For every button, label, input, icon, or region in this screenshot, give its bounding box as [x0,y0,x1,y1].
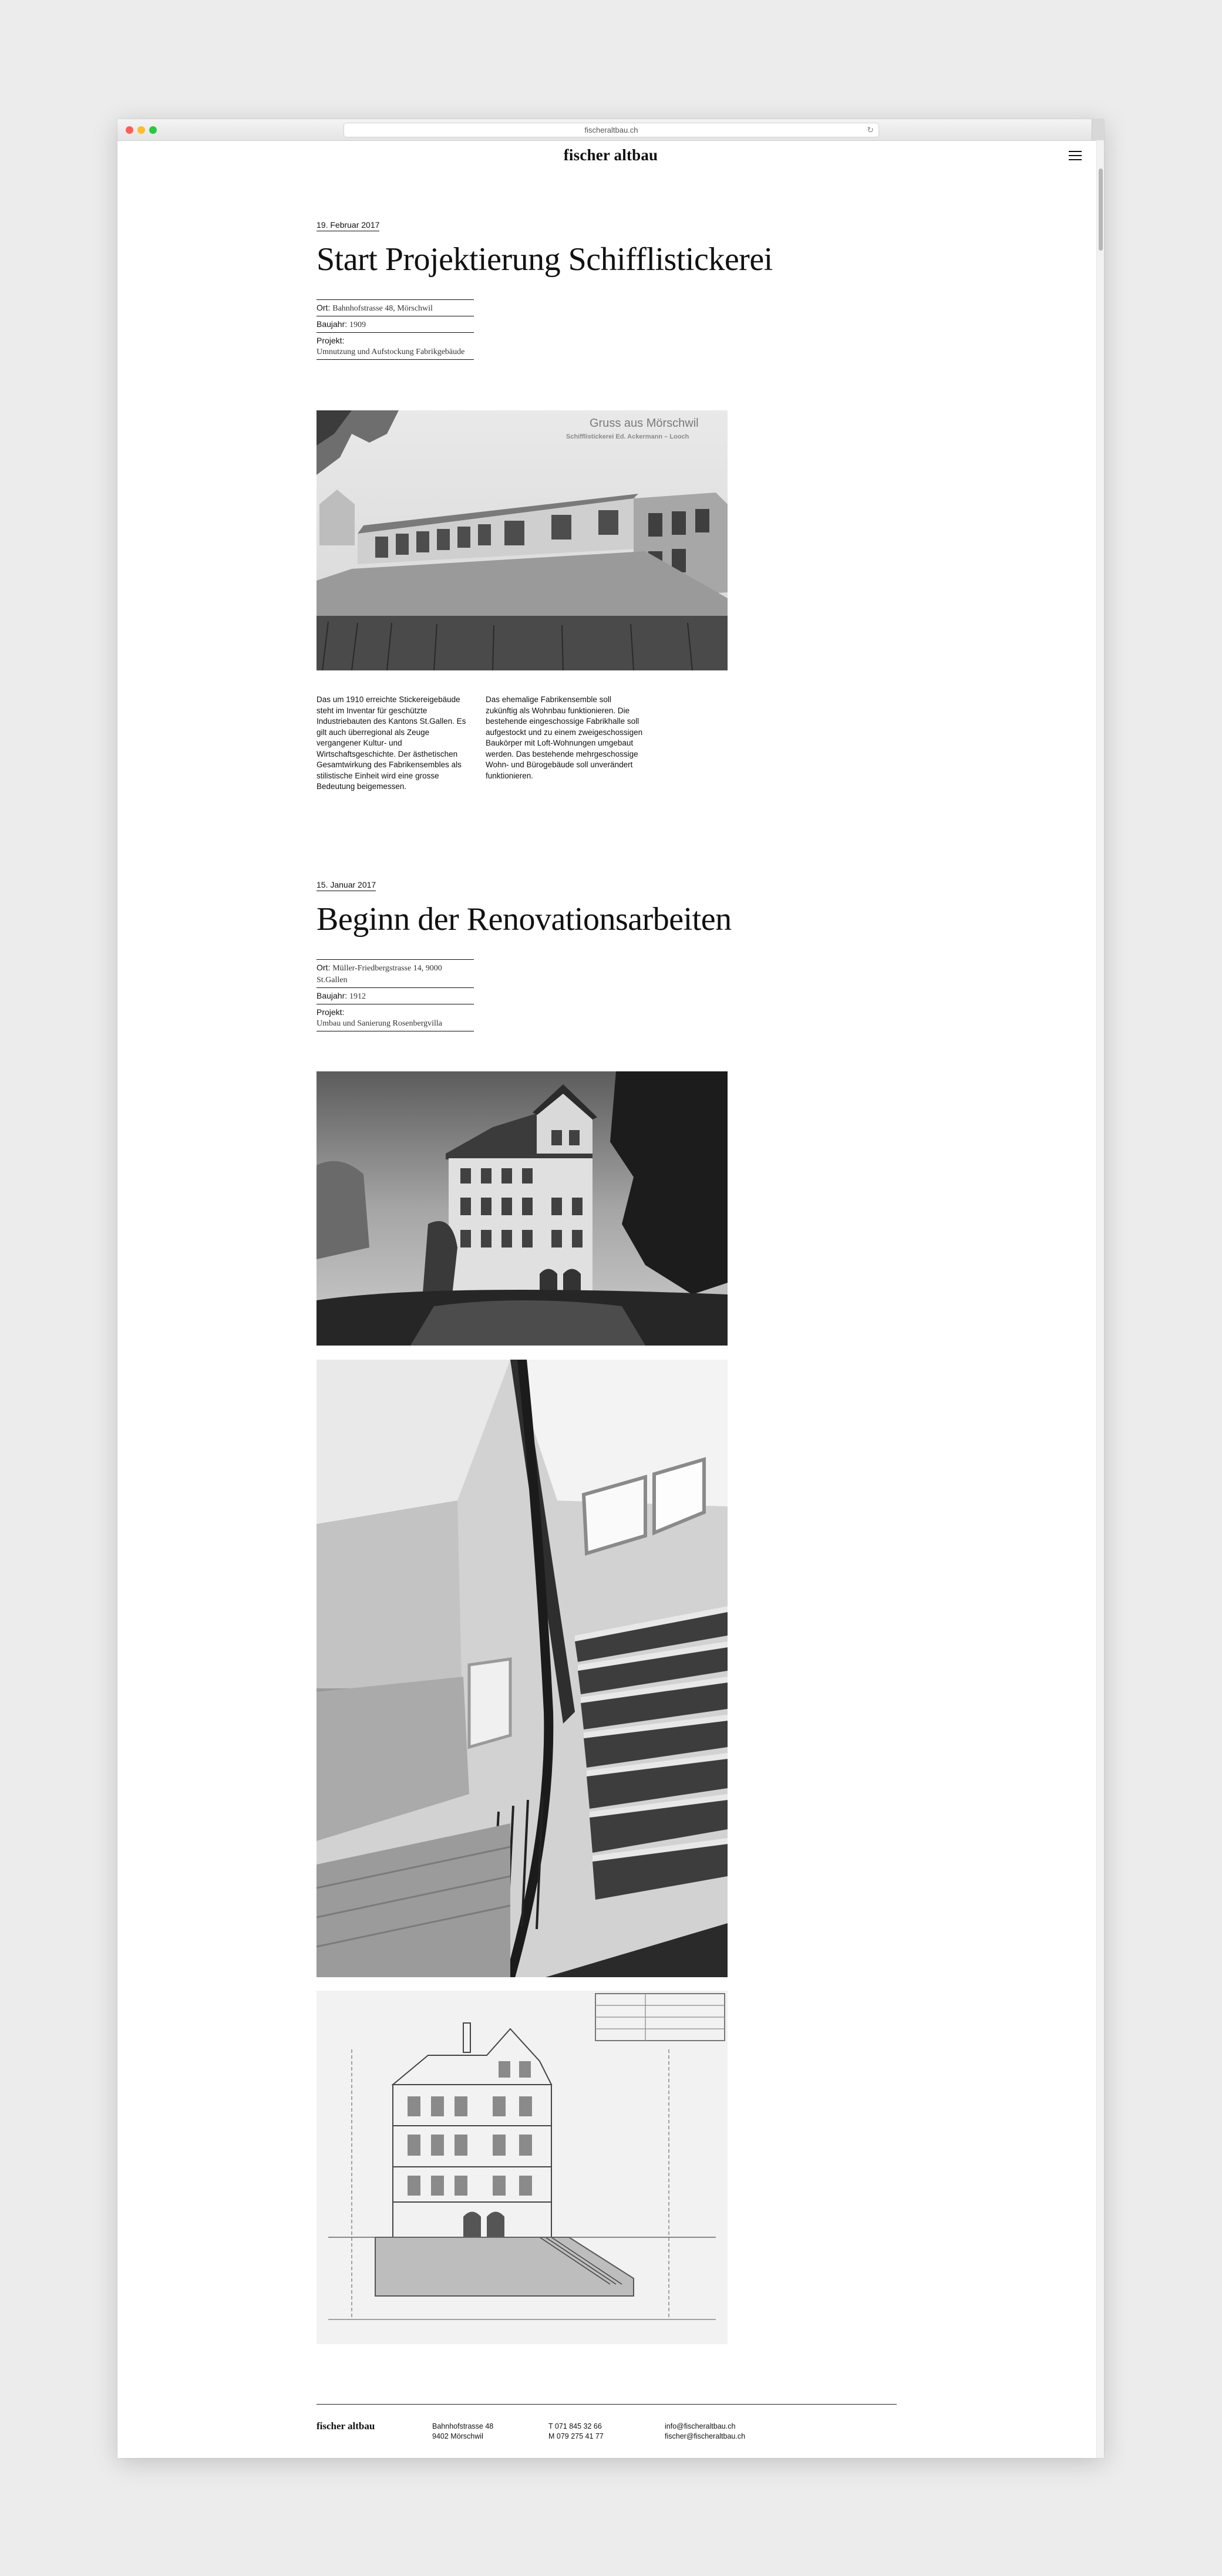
footer-emails [665,2422,745,2442]
meta-key: Projekt: [317,1007,345,1017]
post-date: 19. Februar 2017 [317,220,379,231]
meta-key: Projekt: [317,336,345,346]
meta-value: 1912 [349,992,366,1002]
post-1 [317,220,773,360]
post-1-paragraph-2: Das ehemalige Fabrikensemble soll zukünftig als Wohnbau funktionieren. Die bestehende eingeschossige Fabrikhalle soll aufgestockt und zu einem zweigeschossigen Baukörper mit Loft-Wohnungen umgebaut werden. Das bestehende mehrgeschossige Wohn- und Bürogebäude soll unverändert funktionieren. [486,695,643,780]
villa-exterior-image [317,1071,728,1346]
meta-value: Bahnhofstrasse 48, Mörschwil [332,304,433,313]
staircase-image [317,1360,728,1977]
factory-postcard-photo [317,410,728,670]
minimize-window-button[interactable] [137,126,145,134]
meta-key: Ort: [317,963,331,973]
browser-window [117,119,1104,2458]
browser-titlebar [117,119,1104,141]
footer-logo[interactable]: fischer altbau [317,2420,375,2432]
footer-address-line: 9402 Mörschwil [432,2432,483,2440]
address-bar-url: fischeraltbau.ch [584,126,638,134]
hamburger-menu-icon[interactable] [1069,151,1082,160]
scrollbar-track[interactable] [1096,140,1104,2458]
staircase-photo [317,1360,728,1977]
post-meta [317,299,474,360]
post-title[interactable]: Beginn der Renovationsarbeiten [317,901,732,938]
meta-row-location [317,960,474,988]
meta-key: Baujahr: [317,991,348,1001]
footer-divider [317,2404,897,2405]
footer-email-link[interactable]: fischer@fischeraltbau.ch [665,2432,746,2440]
post-title[interactable]: Start Projektierung Schifflistickerei [317,241,773,278]
meta-key: Baujahr: [317,319,348,329]
elevation-drawing-image [317,1991,728,2344]
meta-value: 1909 [349,321,366,330]
villa-exterior-photo [317,1071,728,1346]
meta-value: Umbau und Sanierung Rosenbergvilla [317,1019,442,1029]
post-2 [317,880,732,1031]
scrollbar-thumb[interactable] [1099,168,1103,251]
footer-phone-link[interactable]: T 071 845 32 66 [548,2422,602,2430]
window-corner-button[interactable] [1092,119,1104,140]
footer-phones [548,2422,604,2442]
post-meta [317,959,474,1031]
close-window-button[interactable] [126,126,133,134]
postcard-subcaption: Schifflistickerei Ed. Ackermann – Looch [566,433,689,440]
footer-phone-link[interactable]: M 079 275 41 77 [548,2432,604,2440]
meta-value: Umnutzung und Aufstockung Fabrikgebäude [317,348,465,357]
meta-row-project [317,1004,474,1031]
meta-row-year [317,988,474,1004]
reload-icon[interactable]: ↻ [867,125,874,134]
factory-postcard-image [317,410,728,670]
meta-row-project [317,333,474,360]
footer-address-line: Bahnhofstrasse 48 [432,2422,494,2430]
meta-value: Müller-Friedbergstrasse 14, 9000 St.Gallen [317,964,442,985]
footer-address [432,2422,493,2442]
meta-row-location [317,300,474,316]
maximize-window-button[interactable] [149,126,157,134]
post-date: 15. Januar 2017 [317,880,376,891]
address-bar[interactable] [344,123,879,137]
meta-key: Ort: [317,303,331,313]
post-1-paragraph-1: Das um 1910 erreichte Stickereigebäude steht im Inventar für geschützte Industriebauten des Kantons St.Gallen. Es gilt auch überregional als Zeuge vergangener Kultur- und Wirtschaftsgeschichte. Der ästhetischen Gesamtwirkung des Fabrikensembles als stilistische Einheit wird eine grosse Bedeutung beigemessen. [317,695,466,791]
meta-row-year [317,316,474,333]
elevation-drawing [317,1991,728,2344]
site-logo[interactable]: fischer altbau [563,146,658,164]
footer-email-link[interactable]: info@fischeraltbau.ch [665,2422,736,2430]
postcard-caption: Gruss aus Mörschwil [590,417,699,430]
